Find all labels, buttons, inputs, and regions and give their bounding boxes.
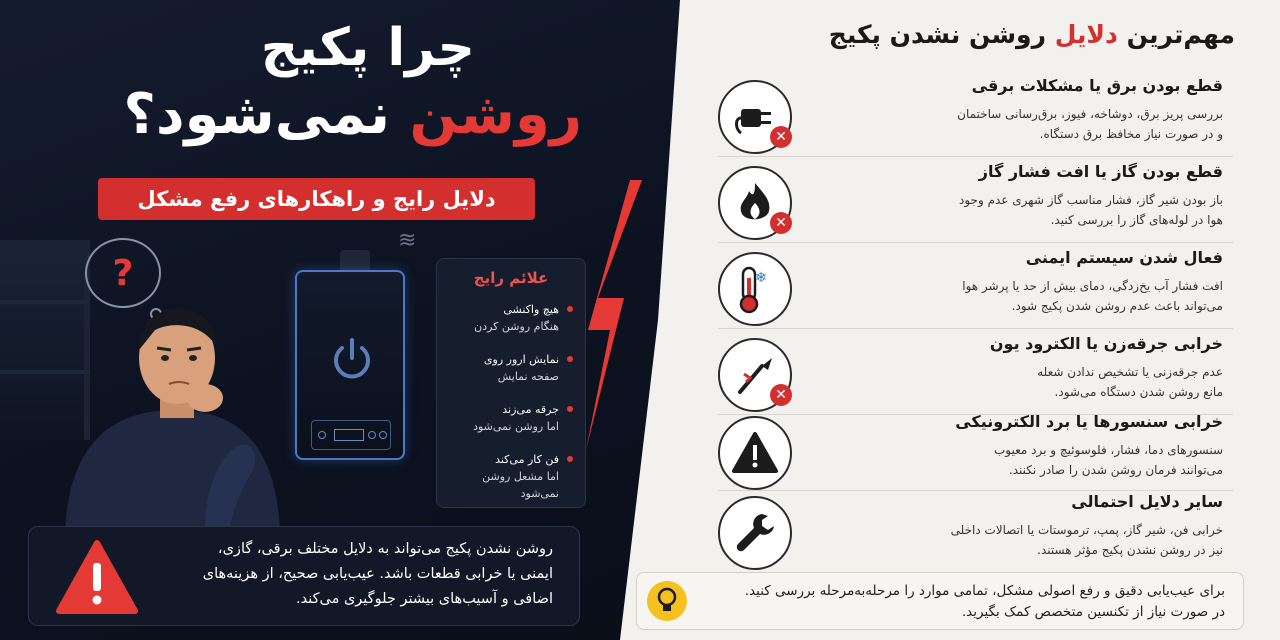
divider (718, 490, 1233, 491)
warning-line: اضافی و آسیب‌های بیشتر جلوگیری می‌کند. (296, 591, 553, 607)
symptom-line1: هیچ واکنشی (503, 303, 559, 316)
cause-desc-line: عدم جرقه‌زنی یا تشخیص ندادن شعله (1037, 365, 1223, 379)
cause-desc-line: افت فشار آب یخ‌زدگی، دمای بیش از حد یا پرشر هوا (962, 279, 1223, 293)
symptom-line2: صفحه نمایش (497, 370, 559, 383)
warning-box (28, 526, 580, 626)
boiler-illustration (295, 270, 405, 460)
cause-icon-circle (718, 496, 792, 570)
cause-description (913, 440, 1223, 480)
x-badge-icon: ✕ (770, 126, 792, 148)
subtitle-banner: دلایل رایج و راهکارهای رفع مشکل (98, 178, 535, 220)
boiler-flue (340, 250, 370, 272)
lightning-divider-icon (580, 180, 660, 450)
symptom-line2: اما مشعل روشن نمی‌شود (482, 470, 559, 500)
cause-desc-line: و در صورت نیاز مخافظ برق دستگاه. (1039, 127, 1223, 141)
cause-desc-line: می‌توانند فرمان روشن شدن را صادر نکنند. (1008, 463, 1223, 477)
symptom-line1: نمایش ارور روی (483, 353, 559, 366)
cause-title: قطع بودن گاز یا افت فشار گاز (978, 162, 1223, 181)
right-title-red: دلایل (1054, 20, 1118, 49)
cause-title: خرابی جرقه‌زن یا الکترود یون (989, 334, 1223, 353)
warning-line: ایمنی یا خرابی قطعات باشد. عیب‌یابی صحیح، از هزینه‌های (202, 566, 553, 582)
cause-desc-line: هوا در لوله‌های گاز را بررسی کنید. (1050, 213, 1223, 227)
symptom-item (449, 301, 573, 335)
cause-icon-circle (718, 166, 792, 240)
cause-title: سایر دلایل احتمالی (1071, 492, 1223, 511)
warning-triangle-icon (55, 539, 139, 615)
warning-text (143, 537, 553, 612)
title-word-red: روشن (409, 82, 582, 147)
symptom-line2: اما روشن نمی‌شود (473, 420, 559, 433)
main-title-line1: چرا پکیج (260, 18, 475, 78)
divider (718, 156, 1233, 157)
cause-icon-circle (718, 80, 792, 154)
cause-description (913, 362, 1223, 402)
right-title-part1: مهم‌ترین (1126, 20, 1235, 49)
flame-icon (735, 181, 775, 225)
cause-icon-circle (718, 416, 792, 490)
cause-title: فعال شدن سیستم ایمنی (1025, 248, 1223, 267)
cause-desc-line: می‌تواند باعث عدم روشن شدن پکیج شود. (1011, 299, 1223, 313)
warning-line: روشن نشدن پکیج می‌تواند به دلایل مختلف برقی، گازی، (217, 541, 553, 557)
cause-desc-line: خرابی فن، شیر گاز، پمپ، ترموستات یا اتصالات داخلی (950, 523, 1223, 537)
symptom-item (449, 351, 573, 385)
divider (718, 328, 1233, 329)
right-title-part2: روشن نشدن پکیج (828, 20, 1046, 49)
cause-item (718, 248, 1233, 332)
lightbulb-icon (647, 581, 687, 621)
cause-description (913, 276, 1223, 316)
cause-description (913, 190, 1223, 230)
cause-icon-circle (718, 252, 792, 326)
cause-icon-circle (718, 338, 792, 412)
tip-line: در صورت نیاز از تکنسین متخصص کمک بگیرید. (961, 604, 1225, 620)
warning-icon (731, 431, 779, 475)
thermometer-icon (731, 264, 779, 314)
x-badge-icon: ✕ (770, 212, 792, 234)
cause-title: خرابی سنسورها یا برد الکترونیکی (955, 412, 1223, 431)
tip-text (705, 581, 1225, 623)
right-title (829, 20, 1235, 49)
cause-item (718, 76, 1233, 160)
cause-item (718, 334, 1233, 418)
symptom-line1: فن کار می‌کند (495, 453, 559, 466)
cause-description (913, 104, 1223, 144)
tip-box (636, 572, 1244, 630)
svg-text:❄: ❄ (755, 270, 767, 286)
x-badge-icon: ✕ (770, 384, 792, 406)
cause-desc-line: سنسورهای دما، فشار، فلوسوئیچ و برد معیوب (993, 443, 1223, 457)
divider (718, 242, 1233, 243)
symptom-line1: جرقه می‌زند (502, 403, 559, 416)
wrench-icon (732, 510, 778, 556)
cause-item (718, 412, 1233, 496)
cause-description (913, 520, 1223, 560)
symptom-line2: هنگام روشن کردن (474, 320, 559, 333)
question-mark-icon: ? (112, 252, 134, 294)
power-icon (327, 334, 377, 384)
cause-desc-line: بررسی پریز برق، دوشاخه، فیوز، برق‌رسانی ساختمان (957, 107, 1223, 121)
title-word-white: نمی‌شود؟ (123, 82, 390, 147)
thinking-person-illustration (55, 270, 295, 530)
tip-line: برای عیب‌یابی دقیق و رفع اصولی مشکل، تمامی موارد را مرحله‌به‌مرحله بررسی کنید. (744, 583, 1225, 599)
symptoms-title: علائم رایج (473, 269, 549, 287)
cause-item (718, 492, 1233, 576)
symptom-item (449, 451, 573, 502)
cause-desc-line: مانع روشن شدن دستگاه می‌شود. (1054, 385, 1223, 399)
boiler-control-panel (311, 420, 391, 450)
cause-item (718, 162, 1233, 246)
smoke-icon: ≋ (398, 228, 417, 253)
cause-desc-line: نیز در روشن نشدن پکیج مؤثر هستند. (1037, 543, 1223, 557)
symptom-item (449, 401, 573, 435)
cause-desc-line: باز بودن شیر گاز، فشار مناسب گاز شهری عدم وجود (959, 193, 1223, 207)
main-title-line2 (123, 82, 582, 147)
cause-title: قطع بودن برق یا مشکلات برقی (971, 76, 1223, 95)
symptoms-box (436, 258, 586, 508)
